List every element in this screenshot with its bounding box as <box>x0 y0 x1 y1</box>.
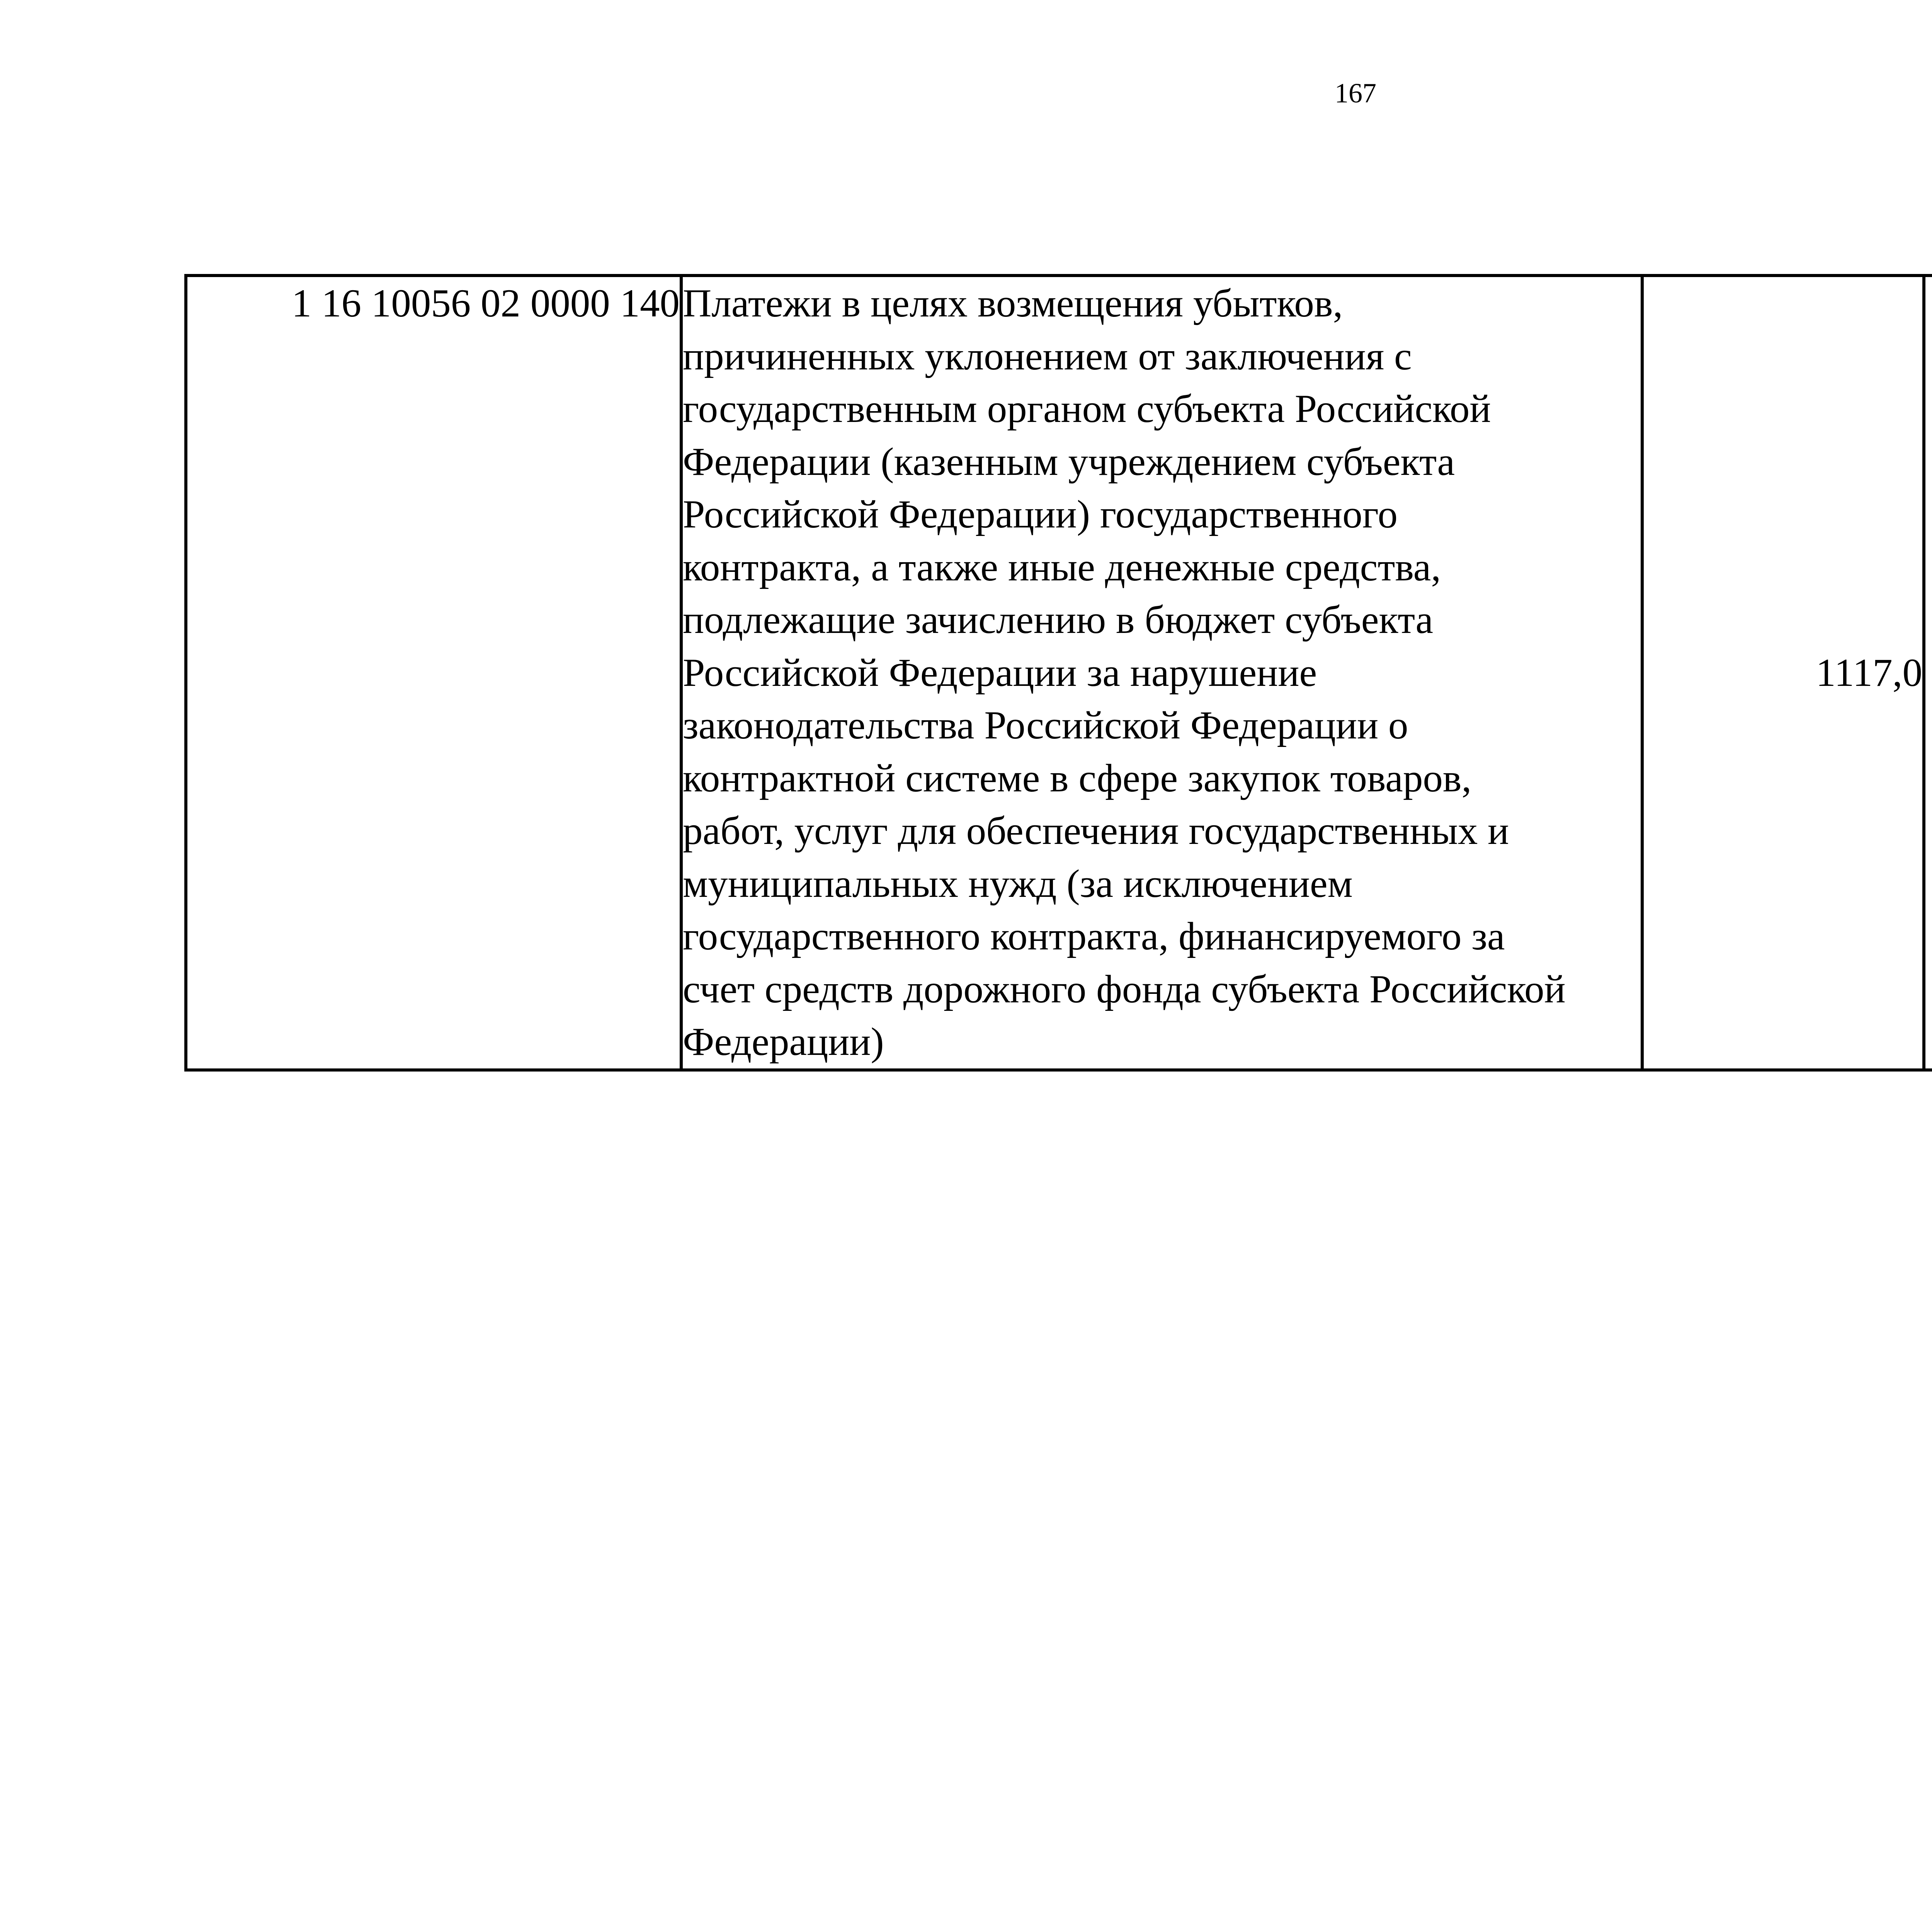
description-line: государственным органом субъекта Российской <box>683 387 1491 431</box>
description-line: контрактной системе в сфере закупок товаров, <box>683 756 1472 800</box>
description-line: контракта, а также иные денежные средства, <box>683 545 1441 589</box>
description-line: работ, услуг для обеспечения государственных и <box>683 809 1509 853</box>
amount-cell: 1117,0 <box>1642 276 1924 1070</box>
description-line: муниципальных нужд (за исключением <box>683 861 1353 906</box>
description-line: Федерации) <box>683 1020 884 1064</box>
description-line: Федерации (казенным учреждением субъекта <box>683 439 1455 484</box>
description-line: счет средств дорожного фонда субъекта Российской <box>683 967 1566 1011</box>
empty-cell <box>1924 276 1932 1070</box>
description-line: законодательства Российской Федерации о <box>683 703 1408 747</box>
description-line: Российской Федерации) государственного <box>683 492 1398 536</box>
table-row <box>186 276 1932 1070</box>
budget-table <box>184 274 1932 1072</box>
description-line: Российской Федерации за нарушение <box>683 650 1317 695</box>
description-line: причиненных уклонением от заключения с <box>683 334 1412 378</box>
page-number: 167 <box>1335 78 1376 109</box>
budget-code-cell: 1 16 10056 02 0000 140 <box>186 276 681 1070</box>
description-line: Платежи в целях возмещения убытков, <box>683 281 1343 325</box>
description-cell <box>681 276 1642 1070</box>
description-line: подлежащие зачислению в бюджет субъекта <box>683 598 1434 642</box>
description-line: государственного контракта, финансируемого за <box>683 914 1505 958</box>
